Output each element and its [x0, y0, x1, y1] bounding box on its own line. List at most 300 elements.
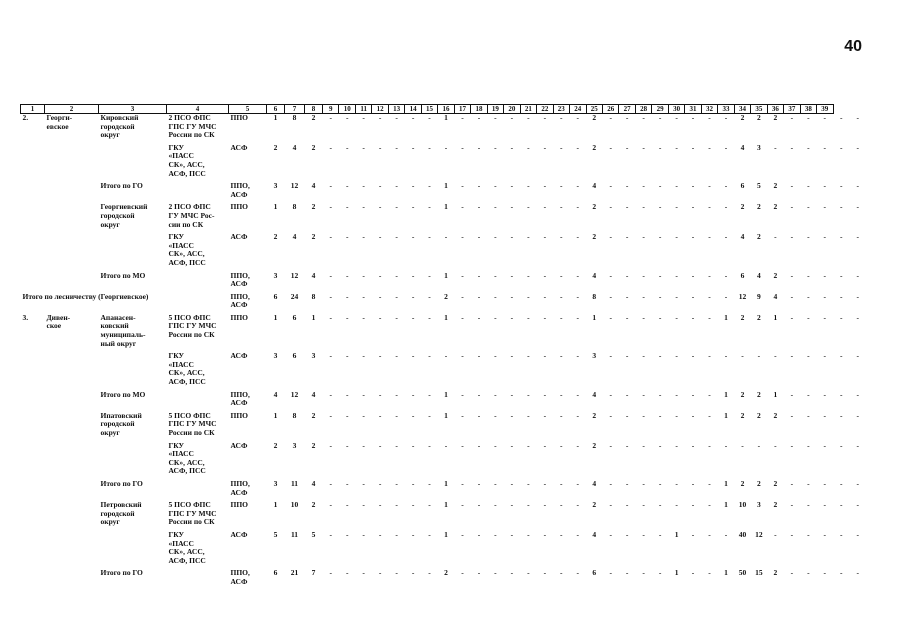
header-cell: 37 [784, 105, 800, 114]
value-cell: - [395, 501, 398, 510]
unit-name [167, 480, 229, 497]
value-cell: - [461, 530, 464, 539]
value-cell: - [461, 292, 464, 301]
value-cell: 1 [674, 569, 679, 578]
value-cell: 1 [724, 501, 728, 510]
value-cell: - [642, 313, 645, 322]
value-cell: - [691, 411, 695, 420]
value-cell: - [345, 530, 349, 539]
unit-name: ГКУ «ПАСС СК», АСС, АСФ, ПСС [168, 143, 206, 178]
unit-name [167, 182, 229, 199]
value-cell: 2 [592, 233, 597, 242]
value-cell: 6 [592, 569, 597, 578]
value-cell: - [411, 182, 415, 191]
value-cell: - [461, 501, 464, 510]
value-cell: - [576, 411, 580, 420]
value-cell: - [658, 479, 662, 488]
value-cell: - [329, 182, 332, 191]
value-cell: 2 [740, 113, 745, 122]
header-cell: 4 [167, 105, 229, 114]
value-cell: - [576, 313, 580, 322]
row-number [21, 233, 45, 267]
header-cell: 17 [454, 105, 470, 114]
table-row [21, 144, 867, 178]
value-cell: - [856, 390, 859, 399]
value-cell: - [807, 143, 810, 152]
value-cell: - [560, 182, 563, 191]
value-cell: 1 [444, 479, 448, 488]
value-cell: - [609, 233, 612, 242]
value-cell: - [477, 569, 481, 578]
district-name: Кировский городской округ [100, 113, 139, 140]
value-cell: - [543, 233, 547, 242]
value-cell: 2 [311, 233, 316, 242]
value-cell: - [560, 411, 563, 420]
value-cell: - [543, 390, 547, 399]
value-cell: - [576, 530, 580, 539]
value-cell: 1 [773, 313, 778, 322]
value-cell: - [362, 313, 365, 322]
row-number [21, 182, 45, 199]
value-cell: - [444, 233, 448, 242]
value-cell: - [477, 441, 481, 450]
value-cell: 1 [724, 390, 728, 399]
value-cell: - [543, 271, 547, 280]
value-cell: - [411, 113, 415, 122]
value-cell: 1 [311, 313, 316, 322]
value-cell: 2 [740, 203, 745, 212]
header-cell: 2 [45, 105, 99, 114]
value-cell: - [411, 352, 415, 361]
header-cell: 26 [602, 105, 618, 114]
value-cell: - [527, 271, 530, 280]
value-cell: 1 [724, 569, 728, 578]
value-cell: - [329, 203, 332, 212]
header-cell: 14 [405, 105, 421, 114]
forestry-name [45, 182, 99, 199]
value-cell: - [807, 352, 810, 361]
value-cell: - [658, 271, 662, 280]
value-cell: - [428, 501, 431, 510]
table-row [21, 314, 867, 348]
forestry-name [45, 391, 99, 408]
value-cell: - [378, 569, 382, 578]
header-cell: 25 [586, 105, 602, 114]
header-cell: 16 [438, 105, 454, 114]
value-cell: 5 [273, 530, 278, 539]
value-cell: 2 [757, 479, 761, 488]
value-cell: 21 [290, 569, 299, 578]
value-cell: - [411, 292, 415, 301]
value-cell: 2 [740, 479, 745, 488]
value-cell: 1 [273, 313, 278, 322]
header-cell: 29 [652, 105, 668, 114]
value-cell: - [378, 182, 382, 191]
value-cell: 7 [311, 569, 316, 578]
value-cell: - [362, 352, 365, 361]
district-name: Итого по ГО [100, 569, 143, 578]
value-cell: - [395, 292, 398, 301]
value-cell: - [395, 271, 398, 280]
table-row [21, 272, 867, 289]
value-cell: - [708, 530, 711, 539]
value-cell: - [757, 441, 761, 450]
header-cell: 31 [685, 105, 701, 114]
header-cell: 8 [305, 105, 323, 114]
value-cell: - [790, 441, 794, 450]
value-cell: - [543, 113, 547, 122]
value-cell: 3 [757, 143, 761, 152]
row-number [21, 412, 45, 438]
value-cell: - [790, 113, 794, 122]
value-cell: - [642, 390, 645, 399]
value-cell: - [329, 501, 332, 510]
value-cell: - [823, 143, 827, 152]
value-cell: - [494, 182, 497, 191]
value-cell: - [428, 271, 431, 280]
value-cell: - [395, 203, 398, 212]
value-cell: - [675, 292, 678, 301]
value-cell: - [823, 313, 827, 322]
value-cell: - [362, 271, 365, 280]
value-cell: - [510, 530, 514, 539]
value-cell: - [510, 390, 514, 399]
unit-name: 2 ПСО ФПС ГУ МЧС Рос- сии по СК [168, 203, 215, 229]
value-cell: 2 [592, 143, 597, 152]
value-cell: - [395, 113, 398, 122]
value-cell: 2 [740, 411, 745, 420]
value-cell: - [807, 441, 810, 450]
value-cell: - [823, 292, 827, 301]
value-cell: 8 [292, 113, 297, 122]
forestry-name: Георги- евское [46, 113, 73, 131]
value-cell: - [494, 390, 497, 399]
header-cell: 12 [372, 105, 388, 114]
value-cell: - [708, 143, 711, 152]
value-cell: - [362, 143, 365, 152]
value-cell: - [428, 479, 431, 488]
value-cell: - [642, 143, 645, 152]
value-cell: - [395, 530, 398, 539]
value-cell: - [378, 143, 382, 152]
value-cell: - [411, 390, 415, 399]
header-cell: 33 [718, 105, 734, 114]
value-cell: - [494, 113, 497, 122]
value-cell: - [494, 569, 497, 578]
value-cell: - [494, 203, 497, 212]
unit-name [167, 272, 229, 289]
value-cell: - [642, 569, 645, 578]
value-cell: - [675, 390, 678, 399]
value-cell: - [477, 352, 481, 361]
unit-name: ГКУ «ПАСС СК», АСС, АСФ, ПСС [168, 352, 206, 387]
value-cell: - [477, 313, 481, 322]
value-cell: - [609, 113, 612, 122]
value-cell: - [527, 441, 530, 450]
value-cell: - [625, 113, 629, 122]
value-cell: - [642, 271, 645, 280]
value-cell: 1 [444, 530, 448, 539]
value-cell: - [362, 113, 365, 122]
value-cell: - [576, 271, 580, 280]
value-cell: 2 [773, 182, 778, 191]
value-cell: - [576, 479, 580, 488]
value-cell: - [856, 292, 859, 301]
value-cell: 12 [290, 271, 299, 280]
value-cell: 2 [592, 411, 597, 420]
value-cell: - [840, 569, 843, 578]
value-cell: - [428, 352, 431, 361]
header-cell: 34 [734, 105, 750, 114]
value-cell: - [378, 411, 382, 420]
value-cell: - [477, 203, 481, 212]
value-cell: 1 [444, 313, 448, 322]
value-cell: - [510, 441, 514, 450]
unit-type: ППО [230, 411, 249, 420]
value-cell: - [675, 203, 678, 212]
row-number [21, 531, 45, 565]
value-cell: - [411, 441, 415, 450]
value-cell: - [576, 352, 580, 361]
value-cell: - [329, 569, 332, 578]
unit-name [167, 569, 229, 586]
value-cell: - [625, 441, 629, 450]
value-cell: - [428, 390, 431, 399]
value-cell: 2 [592, 501, 597, 510]
value-cell: - [691, 233, 695, 242]
value-cell: - [807, 530, 810, 539]
value-cell: - [494, 292, 497, 301]
value-cell: - [642, 530, 645, 539]
forestry-name [45, 480, 99, 497]
value-cell: - [378, 313, 382, 322]
value-cell: - [378, 441, 382, 450]
value-cell: 3 [273, 352, 278, 361]
summary-label: Итого по лесничеству (Георгиевское) [22, 292, 149, 301]
value-cell: - [543, 292, 547, 301]
value-cell: - [708, 182, 711, 191]
value-cell: - [840, 411, 843, 420]
unit-type: ППО [230, 113, 249, 122]
value-cell: - [609, 203, 612, 212]
value-cell: - [823, 501, 827, 510]
header-cell: 1 [21, 105, 45, 114]
value-cell: - [510, 143, 514, 152]
value-cell: - [840, 530, 843, 539]
value-cell: 2 [757, 233, 761, 242]
value-cell: 2 [773, 271, 778, 280]
value-cell: - [691, 313, 695, 322]
value-cell: - [675, 411, 678, 420]
value-cell: - [724, 441, 728, 450]
value-cell: 2 [773, 569, 778, 578]
value-cell: 2 [444, 569, 448, 578]
value-cell: - [362, 569, 365, 578]
unit-type: АСФ [230, 530, 248, 539]
value-cell: - [527, 390, 530, 399]
value-cell: - [494, 530, 497, 539]
value-cell: - [510, 411, 514, 420]
value-cell: - [329, 441, 332, 450]
value-cell: - [625, 352, 629, 361]
value-cell: - [675, 441, 678, 450]
value-cell: - [691, 271, 695, 280]
table-row [21, 182, 867, 199]
value-cell: - [609, 411, 612, 420]
value-cell: - [807, 233, 810, 242]
value-cell: - [609, 530, 612, 539]
value-cell: 8 [311, 292, 316, 301]
value-cell: - [642, 233, 645, 242]
value-cell: 2 [773, 501, 778, 510]
value-cell: - [642, 501, 645, 510]
value-cell: - [378, 271, 382, 280]
value-cell: 1 [674, 530, 679, 539]
value-cell: - [625, 233, 629, 242]
value-cell: - [790, 479, 794, 488]
value-cell: - [691, 292, 695, 301]
value-cell: 2 [757, 113, 761, 122]
unit-name: 5 ПСО ФПС ГПС ГУ МЧС России по СК [168, 313, 217, 340]
table-row [21, 233, 867, 267]
value-cell: 2 [757, 203, 761, 212]
value-cell: - [560, 441, 563, 450]
value-cell: 12 [290, 182, 299, 191]
value-cell: - [658, 569, 662, 578]
value-cell: - [560, 479, 563, 488]
value-cell: - [345, 113, 349, 122]
value-cell: - [543, 182, 547, 191]
value-cell: - [527, 352, 530, 361]
value-cell: - [625, 313, 629, 322]
value-cell: - [840, 390, 843, 399]
value-cell: - [625, 569, 629, 578]
value-cell: - [856, 233, 859, 242]
value-cell: - [658, 182, 662, 191]
value-cell: - [840, 203, 843, 212]
value-cell: - [823, 569, 827, 578]
row-number [21, 352, 45, 386]
unit-name: ГКУ «ПАСС СК», АСС, АСФ, ПСС [168, 530, 206, 565]
value-cell: - [378, 233, 382, 242]
value-cell: - [708, 501, 711, 510]
value-cell: - [823, 182, 827, 191]
value-cell: 6 [292, 313, 297, 322]
row-number [21, 569, 45, 586]
value-cell: 4 [773, 292, 778, 301]
value-cell: - [576, 390, 580, 399]
value-cell: - [790, 313, 794, 322]
value-cell: - [708, 390, 711, 399]
value-cell: - [329, 530, 332, 539]
forestry-name [45, 501, 99, 527]
spacer-cell [21, 587, 867, 591]
value-cell: - [461, 479, 464, 488]
header-cell: 27 [619, 105, 635, 114]
value-cell: - [609, 292, 612, 301]
header-cell: 35 [751, 105, 767, 114]
forestry-name [45, 352, 99, 386]
value-cell: - [510, 271, 514, 280]
value-cell: - [708, 203, 711, 212]
unit-type: ППО, АСФ [230, 292, 250, 310]
header-cell: 30 [668, 105, 684, 114]
value-cell: - [345, 233, 349, 242]
value-cell: - [477, 292, 481, 301]
value-cell: - [560, 233, 563, 242]
unit-name: ГКУ «ПАСС СК», АСС, АСФ, ПСС [168, 233, 206, 267]
value-cell: - [329, 411, 332, 420]
forestry-name [45, 569, 99, 586]
value-cell: - [642, 182, 645, 191]
value-cell: - [494, 271, 497, 280]
row-number [21, 480, 45, 497]
value-cell: - [708, 569, 711, 578]
value-cell: - [691, 441, 695, 450]
value-cell: - [642, 113, 645, 122]
value-cell: - [378, 113, 382, 122]
value-cell: - [477, 411, 481, 420]
value-cell: - [774, 530, 777, 539]
value-cell: - [378, 530, 382, 539]
value-cell: 12 [755, 530, 763, 539]
value-cell: 1 [444, 390, 448, 399]
value-cell: - [444, 143, 448, 152]
value-cell: - [807, 313, 810, 322]
unit-type: ППО, АСФ [230, 569, 250, 586]
value-cell: 4 [740, 143, 745, 152]
value-cell: - [856, 143, 859, 152]
header-cell: 18 [471, 105, 487, 114]
unit-type: ППО, АСФ [230, 182, 250, 199]
value-cell: - [411, 271, 415, 280]
value-cell: 2 [273, 143, 278, 152]
district-name [99, 233, 167, 267]
district-name: Ипатовский городской округ [100, 411, 142, 437]
value-cell: - [560, 203, 563, 212]
value-cell: - [461, 411, 464, 420]
value-cell: - [790, 569, 794, 578]
value-cell: - [560, 292, 563, 301]
row-spacer [21, 587, 867, 591]
header-cell: 15 [421, 105, 437, 114]
value-cell: - [741, 441, 744, 450]
value-cell: - [543, 479, 547, 488]
value-cell: - [609, 441, 612, 450]
value-cell: - [494, 501, 497, 510]
value-cell: - [362, 292, 365, 301]
value-cell: - [724, 182, 728, 191]
value-cell: - [790, 203, 794, 212]
forestry-name: Дивен- ское [46, 313, 71, 331]
value-cell: - [395, 143, 398, 152]
table-row [21, 293, 867, 310]
value-cell: - [708, 441, 711, 450]
value-cell: - [625, 292, 629, 301]
value-cell: - [609, 569, 612, 578]
value-cell: - [345, 292, 349, 301]
value-cell: 1 [444, 203, 448, 212]
value-cell: - [823, 352, 827, 361]
value-cell: - [461, 113, 464, 122]
value-cell: - [856, 313, 859, 322]
value-cell: - [395, 313, 398, 322]
district-name [99, 442, 167, 476]
value-cell: - [741, 352, 744, 361]
unit-type: ППО [230, 203, 249, 212]
value-cell: 6 [740, 271, 745, 280]
value-cell: - [477, 271, 481, 280]
